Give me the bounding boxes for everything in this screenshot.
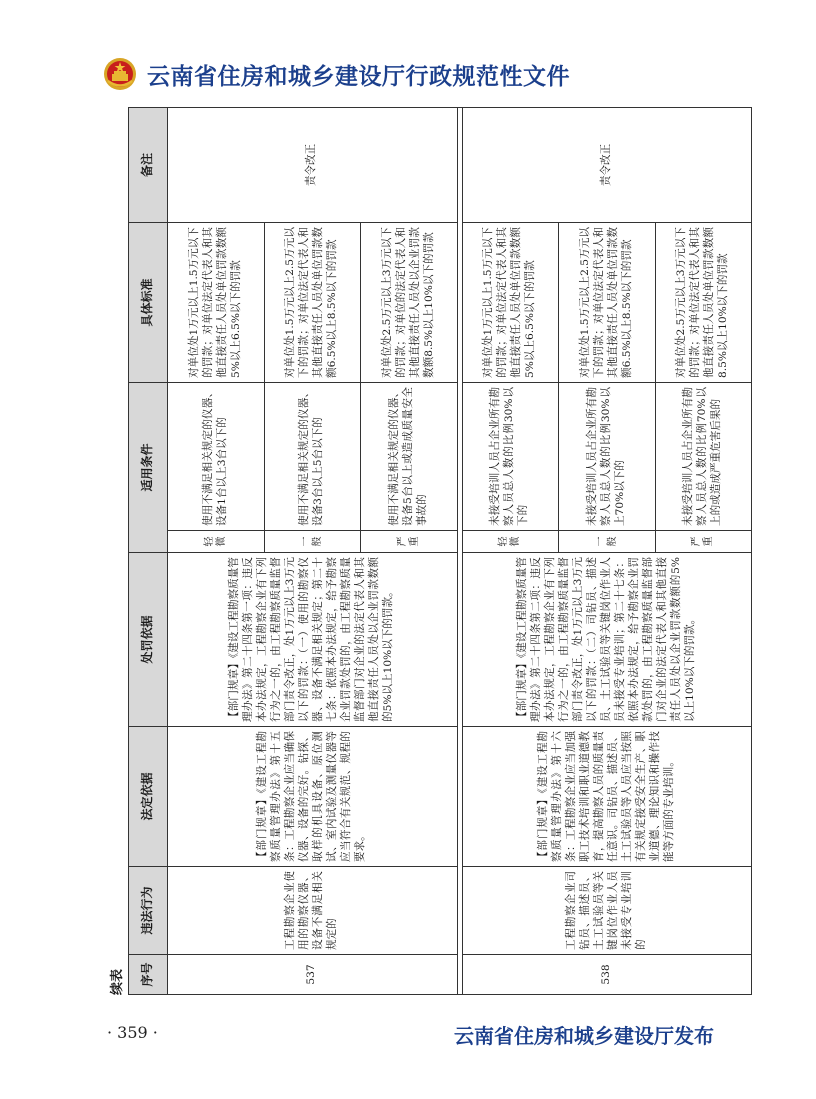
table-row xyxy=(168,107,265,994)
violation-cell: 工程勘察企业司钻员、描述员、土工试验员等关键岗位作业人员未接受专业培训的 xyxy=(462,867,752,955)
document-header xyxy=(103,56,570,92)
continuation-label: 续表 xyxy=(110,968,125,995)
row-number: 537 xyxy=(168,955,458,995)
legal-basis-cell: 【部门规章】《建设工程勘察质量管理办法》第十五条：工程勘察企业应当确保仪器、设备的完好。钻探、取样的机具设备、原位测试、室内试验及测量仪器等应当符合有关规范、规程的要求。 xyxy=(168,727,458,867)
penalty-basis-cell: 【部门规章】《建设工程勘察质量管理办法》第二十四条第一项：违反本办法规定，工程勘察企业有下列行为之一的，由工程勘察质量监督部门责令改正，处1万元以上3万元以下的罚款：（一）使用的勘察仪器、设备不满足相关规定；第二十七条：依照本办法规定，给予勘察企业罚款处罚的，由工程勘察质量监督部门对企业的法定代表人和其他直接责任人员处以企业罚款数额的5%以上10%以下的罚款。 xyxy=(168,553,458,727)
column-header: 处罚依据 xyxy=(129,553,168,727)
condition-cell: 使用不满足相关规定的仪器、设备1台以上3台以下的 xyxy=(168,382,265,530)
severity-level: 严重 xyxy=(361,531,458,553)
document-title: 云南省住房和城乡建设厅行政规范性文件 xyxy=(147,63,570,90)
table-row xyxy=(462,107,559,994)
penalty-standards-table xyxy=(128,107,752,995)
severity-level: 严重 xyxy=(655,531,752,553)
standard-cell: 对单位处2.5万元以上3万元以下的罚款；对单位法定代表人和其他直接责任人员处单位罚款数额8.5%以上10%以下的罚款 xyxy=(655,222,752,382)
national-emblem-icon xyxy=(103,57,137,91)
standard-cell: 对单位处1.5万元以上2.5万元以下的罚款；对单位法定代表人和其他直接责任人员处单位罚款数额6.5%以上8.5%以下的罚款 xyxy=(264,222,361,382)
column-header: 具体标准 xyxy=(129,222,168,382)
column-header: 备注 xyxy=(129,107,168,222)
column-header: 适用条件 xyxy=(129,382,168,552)
legal-basis-cell: 【部门规章】《建设工程勘察质量管理办法》第十六条：工程勘察企业应当加强职工技术培训和职业道德教育，提高勘察人员的质量责任意识。司钻员、描述员、土工试验员等人员应当按照有关规定接受安全生产、职业道德、理论知识和操作技能等方面的专业培训。 xyxy=(462,727,752,867)
standard-cell: 对单位处1万元以上1.5万元以下的罚款；对单位法定代表人和其他直接责任人员处单位罚款数额5%以上6.5%以下的罚款 xyxy=(168,222,265,382)
standard-cell: 对单位处2.5万元以上3万元以下的罚款；对单位的法定代表人和其他直接责任人员处以企业罚款数额8.5%以上10%以下的罚款 xyxy=(361,222,458,382)
remark-cell: 责令改正 xyxy=(462,107,752,222)
condition-cell: 使用不满足相关规定的仪器、设备3台以上5台以下的 xyxy=(264,382,361,530)
condition-cell: 未接受培训人员占企业所有勘察人员总人数的比例70%以上的或造成严重危害后果的 xyxy=(655,382,752,530)
severity-level: 一般 xyxy=(264,531,361,553)
condition-cell: 未接受培训人员占企业所有勘察人员总人数的比例30%以上70%以下的 xyxy=(559,382,656,530)
condition-cell: 未接受培训人员占企业所有勘察人员总人数的比例30%以下的 xyxy=(462,382,559,530)
table-header-row xyxy=(129,107,168,994)
standard-cell: 对单位处1.5万元以上2.5万元以下的罚款；对单位法定代表人和其他直接责任人员处单位罚款数额6.5%以上8.5%以下的罚款 xyxy=(559,222,656,382)
penalty-basis-cell: 【部门规章】《建设工程勘察质量管理办法》第二十四条第二项：违反本办法规定，工程勘察企业有下列行为之一的，由工程勘察质量监督部门责令改正，处1万元以上3万元以下的罚款：（二）司钻员、描述员、土工试验员等关键岗位作业人员未接受专业培训；第二十七条：依照本办法规定，给予勘察企业罚款处罚的，由工程勘察质量监督部门对企业的法定代表人和其他直接责任人员处以企业罚款数额的5%以上10%以下的罚款。 xyxy=(462,553,752,727)
page-number: · 359 · xyxy=(107,1023,158,1042)
violation-cell: 工程勘察企业使用的勘察仪器、设备不满足相关规定的 xyxy=(168,867,458,955)
condition-cell: 使用不满足相关规定的仪器、设备5台以上或造成质量安全事故的 xyxy=(361,382,458,530)
standard-cell: 对单位处1万元以上1.5万元以下的罚款；对单位法定代表人和其他直接责任人员处单位罚款数额5%以上6.5%以下的罚款 xyxy=(462,222,559,382)
rotated-table-page xyxy=(108,108,752,995)
issuer-footer: 云南省住房和城乡建设厅发布 xyxy=(454,1024,714,1048)
severity-level: 轻微 xyxy=(168,531,265,553)
remark-cell: 责令改正 xyxy=(168,107,458,222)
column-header: 法定依据 xyxy=(129,727,168,867)
severity-level: 轻微 xyxy=(462,531,559,553)
severity-level: 一般 xyxy=(559,531,656,553)
row-number: 538 xyxy=(462,955,752,995)
column-header: 违法行为 xyxy=(129,867,168,955)
column-header: 序号 xyxy=(129,955,168,995)
